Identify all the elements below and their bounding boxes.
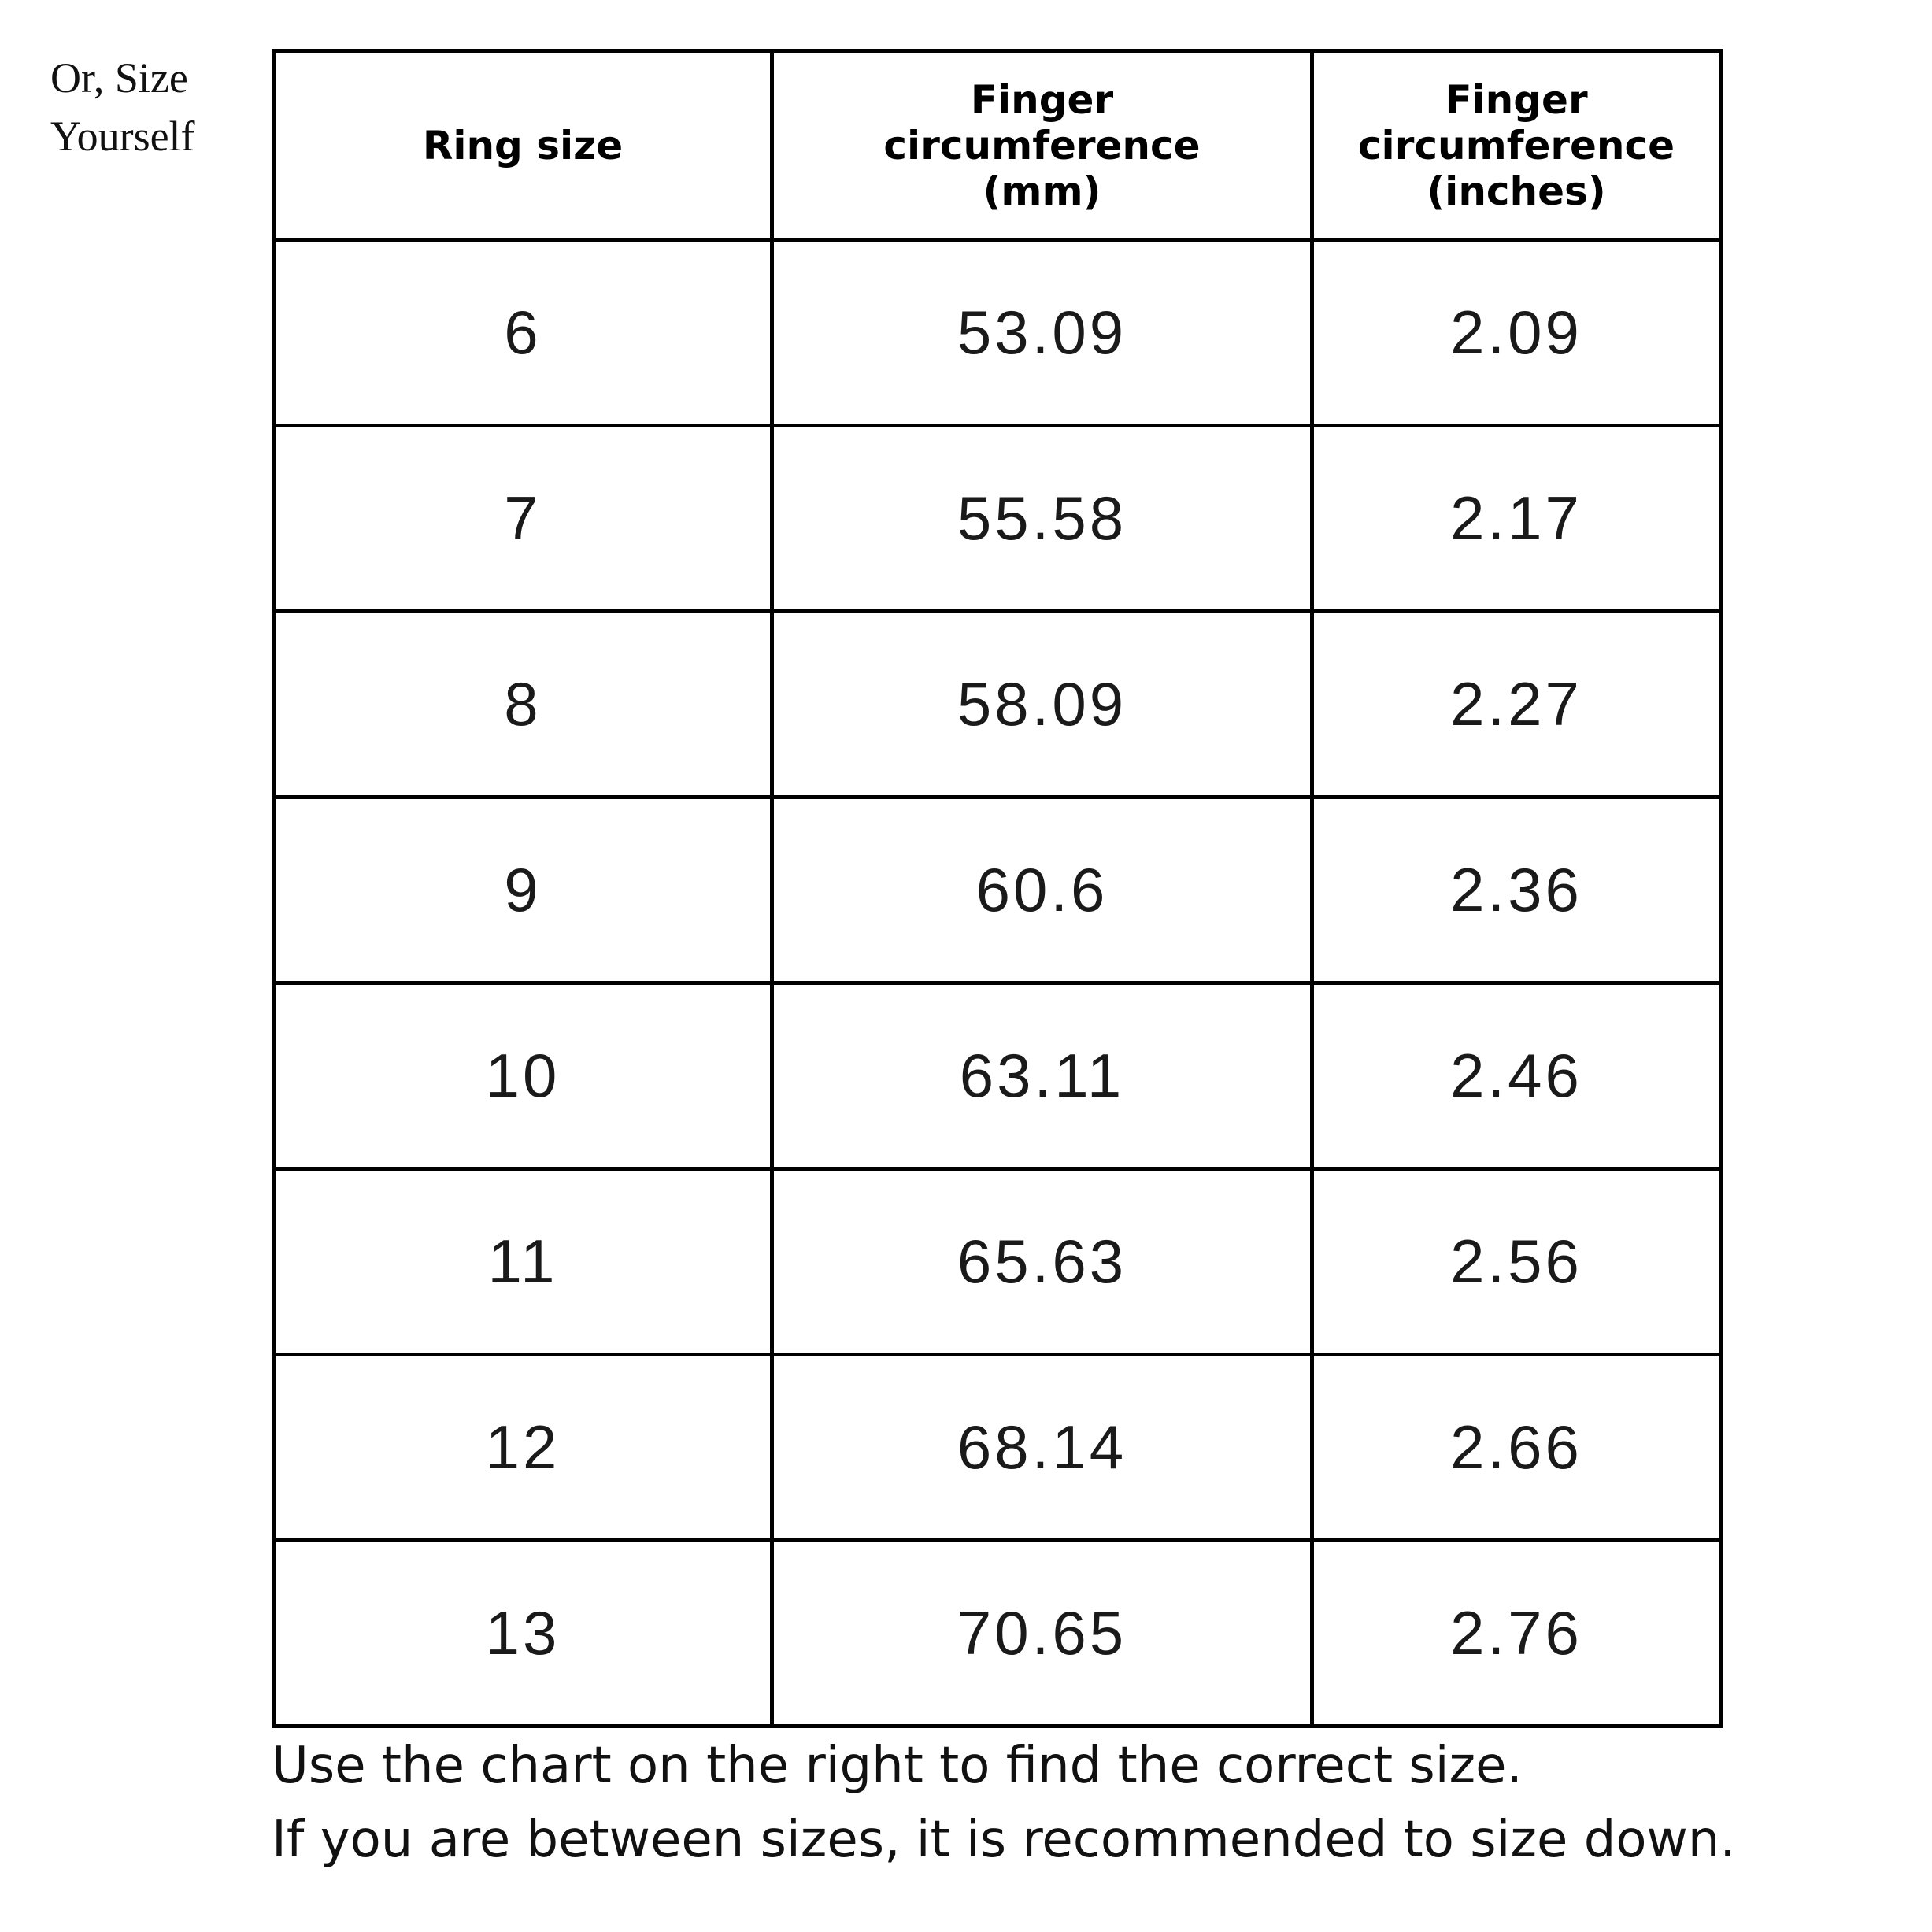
table-row [274,612,1721,798]
ring-size-cell: 9 [274,798,772,983]
table-row [274,1541,1721,1727]
ring-size-table [272,49,1723,1728]
sizing-note-line-1: Use the chart on the right to find the correct size. [272,1737,1523,1795]
ring-size-cell: 12 [274,1355,772,1541]
ring-size-cell: 13 [274,1541,772,1727]
header-text: (inches) [1427,168,1606,214]
header-circumference-inches [1312,51,1721,240]
circumference-inches-cell: 2.66 [1312,1355,1721,1541]
table-row [274,1169,1721,1355]
ring-size-cell: 10 [274,983,772,1169]
side-title [50,49,195,165]
header-text: Finger [970,76,1114,123]
ring-size-cell: 7 [274,426,772,612]
circumference-inches-cell: 2.46 [1312,983,1721,1169]
circumference-mm-cell: 53.09 [772,240,1312,426]
circumference-inches-cell: 2.36 [1312,798,1721,983]
circumference-mm-cell: 60.6 [772,798,1312,983]
circumference-mm-cell: 70.65 [772,1541,1312,1727]
header-circumference-mm [772,51,1312,240]
side-title-line-1: Or, Size [50,54,188,102]
ring-size-cell: 11 [274,1169,772,1355]
circumference-inches-cell: 2.27 [1312,612,1721,798]
table-row [274,1355,1721,1541]
sizing-note-line-2: If you are between sizes, it is recommended to size down. [272,1811,1736,1869]
header-text: Ring size [422,122,624,168]
header-text: (mm) [983,168,1101,214]
circumference-mm-cell: 63.11 [772,983,1312,1169]
circumference-mm-cell: 55.58 [772,426,1312,612]
circumference-inches-cell: 2.76 [1312,1541,1721,1727]
sizing-note [272,1729,1736,1877]
ring-size-cell: 6 [274,240,772,426]
circumference-mm-cell: 58.09 [772,612,1312,798]
circumference-mm-cell: 65.63 [772,1169,1312,1355]
header-ring-size [274,51,772,240]
table-row [274,983,1721,1169]
header-text: circumference [883,122,1201,168]
table-row [274,798,1721,983]
table-header-row [274,51,1721,240]
header-text: circumference [1357,122,1675,168]
circumference-inches-cell: 2.17 [1312,426,1721,612]
ring-size-cell: 8 [274,612,772,798]
header-text: Finger [1445,76,1588,123]
table-row [274,426,1721,612]
circumference-inches-cell: 2.56 [1312,1169,1721,1355]
table-row [274,240,1721,426]
side-title-line-2: Yourself [50,113,195,160]
circumference-inches-cell: 2.09 [1312,240,1721,426]
circumference-mm-cell: 68.14 [772,1355,1312,1541]
